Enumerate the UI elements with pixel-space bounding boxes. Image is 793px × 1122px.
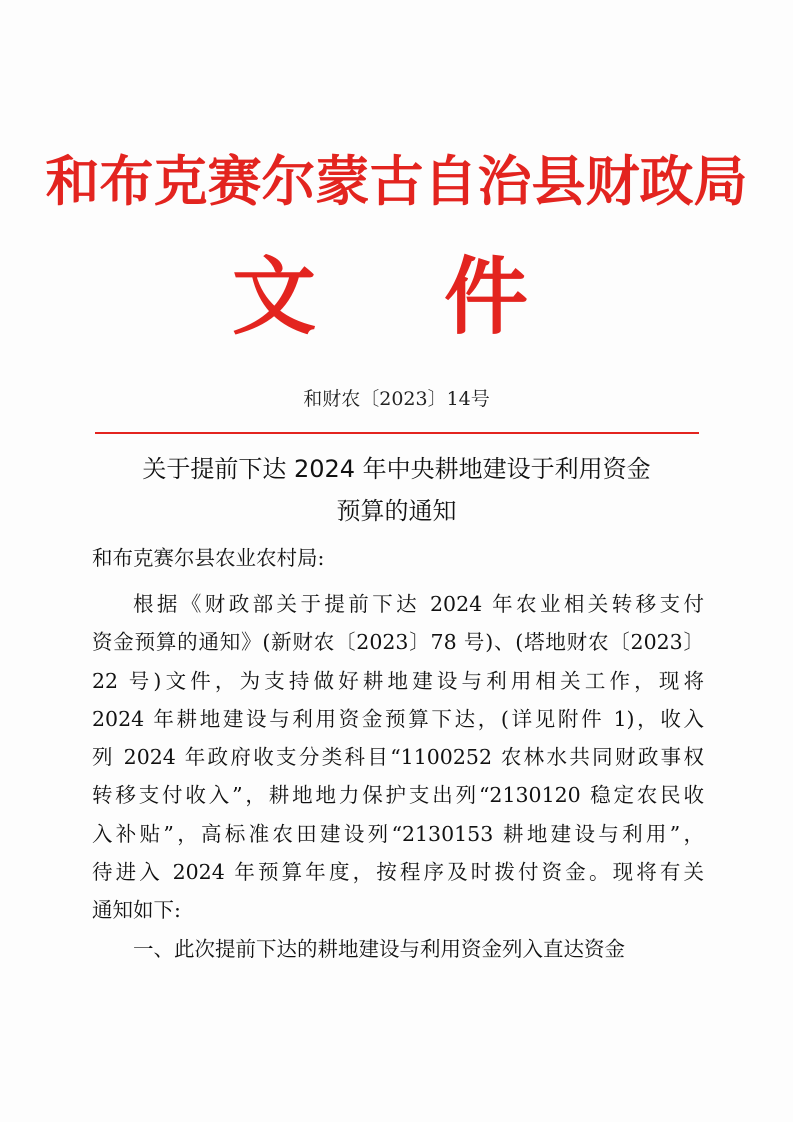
document-word-jian: 件 (444, 247, 529, 346)
body-line: 资金预算的通知》(新财农〔2023〕78 号)、(塔地财农〔2023〕 (92, 630, 704, 655)
body-line: 一、此次提前下达的耕地建设与利用资金列入直达资金 (133, 936, 625, 961)
notice-title (0, 448, 793, 532)
body-line: 通知如下: (92, 898, 181, 923)
body-line: 2024 年耕地建设与利用资金预算下达，(详见附件 1)，收入 (92, 706, 704, 731)
document-word-wen: 文 (232, 247, 317, 346)
body-line: 转移支付收入”，耕地地力保护支出列“2130120 稳定农民收 (92, 783, 704, 808)
document-number: 和财农〔2023〕14号 (303, 388, 490, 410)
document-type-heading (0, 247, 793, 346)
body-line: 22 号)文件，为支持做好耕地建设与利用相关工作，现将 (92, 668, 704, 693)
notice-title-line-2: 预算的通知 (336, 497, 457, 525)
recipient-salutation: 和布克赛尔县农业农村局: (92, 546, 325, 570)
issuing-organization-title: 和布克赛尔蒙古自治县财政局 (45, 149, 748, 213)
body-line: 根据《财政部关于提前下达 2024 年农业相关转移支付 (133, 592, 704, 616)
body-text (92, 585, 704, 968)
red-separator-line (95, 432, 699, 434)
notice-title-line-1: 关于提前下达 2024 年中央耕地建设于利用资金 (142, 455, 651, 483)
body-line: 列 2024 年政府收支分类科目“1100252 农林水共同财政事权 (92, 745, 704, 770)
body-line: 待进入 2024 年预算年度，按程序及时拨付资金。现将有关 (92, 860, 704, 885)
body-line: 入补贴”，高标准农田建设列“2130153 耕地建设与利用”， (92, 821, 704, 846)
